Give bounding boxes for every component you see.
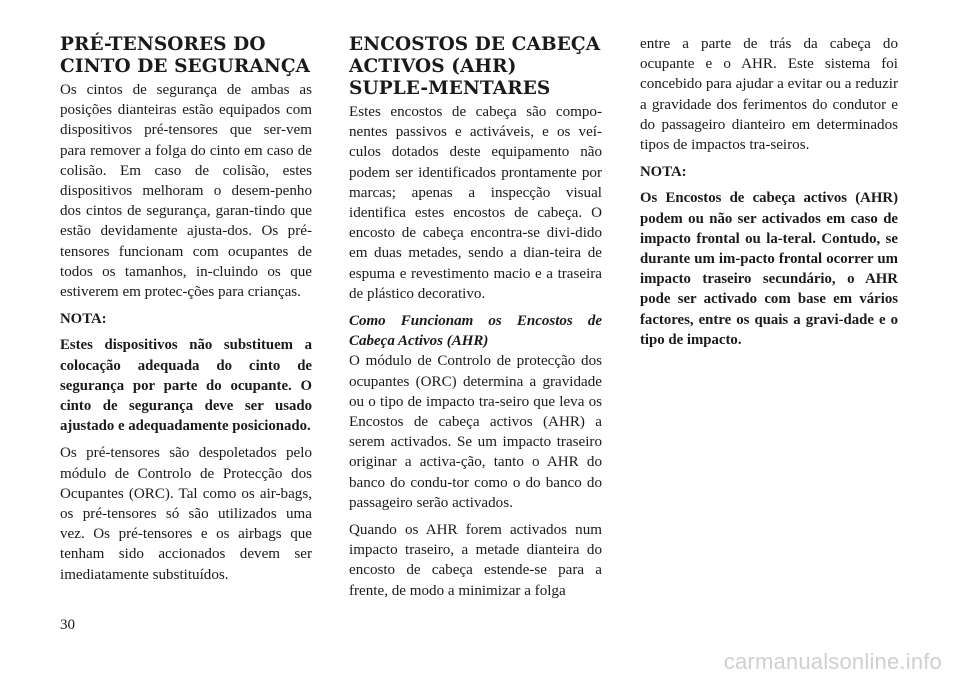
paragraph-ahr-orc: O módulo de Controlo de protecção dos ocupantes (ORC) determina a gravidade ou o tipo de impacto tra-seiro que leva os Encostos de cabeça activos (AHR) a serem activados. Se um impacto traseiro originar a activa-ção, tanto o AHR do banco do condu-tor como o do banco do passageiro serão activados.: [349, 353, 602, 511]
note-label: NOTA:: [60, 311, 107, 328]
watermark: carmanualsonline.info: [723, 649, 942, 674]
note-text-ahr: Os Encostos de cabeça activos (AHR) podem ou não ser activados em caso de impacto frontal ou la-teral. Contudo, se durante um im-pacto frontal ocorrer um impacto traseiro secundário, o AHR pode ser activado com base em vários factores, entre os quais a gravi-dade e o tipo de impacto.: [640, 190, 898, 348]
column-middle: [349, 34, 602, 608]
note-text-seatbelt: Estes dispositivos não substituem a colocação adequada do cinto de segurança por parte do ocupante. O cinto de segurança deve ser usado ajustado e adequadamente posicionado.: [60, 337, 312, 435]
section-title-seatbelt-pretensioners: PRÉ-TENSORES DO CINTO DE SEGURANÇA: [60, 34, 311, 77]
paragraph-ahr-activation: Quando os AHR forem activados num impacto traseiro, a metade dianteira do encosto de cabeça estende-se para a frente, de modo a minimizar a folga: [349, 522, 602, 599]
paragraph-pretensioners-intro: Os cintos de segurança de ambas as posições dianteiras estão equipados com dispositivos pré-tensores que ser-vem para remover a folga do cinto em caso de colisão. Em caso de colisão, estes dispositivos melhoram o desem-penho dos cintos de segurança, garan-tindo que estão devidamente ajusta-dos. Os pré-tensores funcionam com ocupantes de todos os tamanhos, in-cluindo os que estiverem em protec-ções para crianças.: [60, 82, 312, 301]
paragraph-pretensioners-orc: Os pré-tensores são despoletados pelo módulo de Controlo de Protecção dos Ocupantes (ORC). Tal como os air-bags, os pré-tensores só são utilizados uma vez. Os pré-tensores e os airbags que tenham sido accionados devem ser imediatamente substituídos.: [60, 445, 312, 583]
column-right: [640, 34, 898, 357]
column-left: [60, 34, 312, 592]
paragraph-ahr-intro: Estes encostos de cabeça são compo-nentes passivos e activáveis, e os veí-culos dotados deste equipamento não podem ser identificados prontamente por marcas; apenas a inspecção visual identifica estes encostos de cabeça. O encosto de cabeça encontra-se divi-dido em duas metades, sendo a dian-teira de espuma e revestimento macio e a traseira de plástico decorativo.: [349, 104, 602, 302]
paragraph-ahr-continued: entre a parte de trás da cabeça do ocupante e o AHR. Este sistema foi concebido para ajudar a evitar ou a reduzir a gravidade dos ferimentos do condutor e do passageiro dianteiro em determinados tipos de impactos tra-seiros.: [640, 36, 898, 154]
section-title-active-head-restraints: ENCOSTOS DE CABEÇA ACTIVOS (AHR) SUPLE-MENTARES: [349, 34, 601, 99]
page-number: 30: [60, 617, 76, 633]
note-label: NOTA:: [640, 164, 687, 181]
subheading-how-ahr-works: Como Funcionam os Encostos de Cabeça Activos (AHR): [349, 313, 602, 350]
